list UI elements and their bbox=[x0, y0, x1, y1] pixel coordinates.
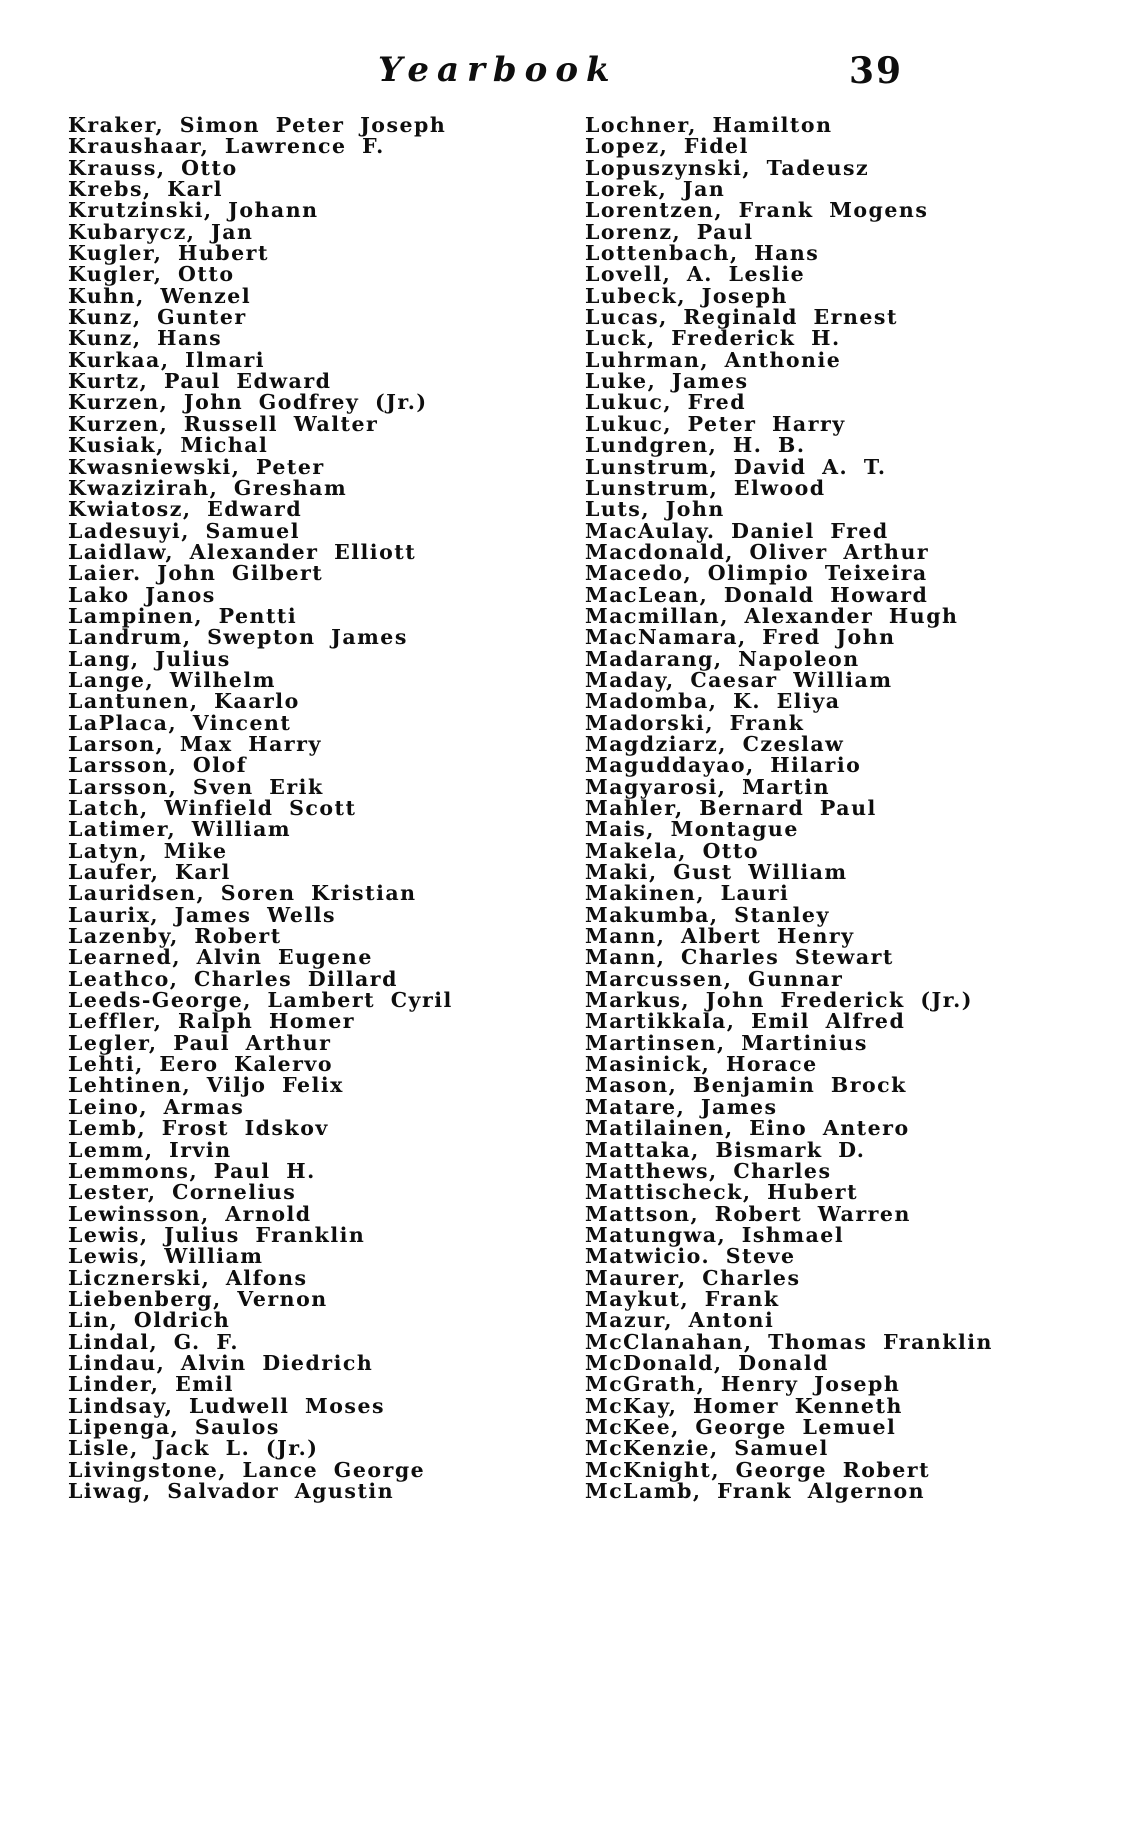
name-entry: Maurer, Charles bbox=[585, 1265, 801, 1290]
name-entry: Lovell, A. Leslie bbox=[585, 262, 806, 287]
name-entry: Mann, Albert Henry bbox=[585, 924, 855, 949]
name-entry: Maykut, Frank bbox=[585, 1286, 780, 1311]
name-entry: Kunz, Hans bbox=[68, 326, 223, 351]
name-entry: Matthews, Charles bbox=[585, 1158, 832, 1183]
name-entry: Lehtinen, Viljo Felix bbox=[68, 1073, 344, 1098]
name-entry: Markus, John Frederick (Jr.) bbox=[585, 988, 973, 1013]
name-entry: Lemm, Irvin bbox=[68, 1137, 232, 1162]
name-entry: Leeds-George, Lambert Cyril bbox=[68, 988, 453, 1013]
name-entry: McLamb, Frank Algernon bbox=[585, 1479, 926, 1503]
name-entry: Kwasniewski, Peter bbox=[68, 454, 325, 479]
name-entry: Leffler, Ralph Homer bbox=[68, 1009, 356, 1034]
name-entry: Lewis, Julius Franklin bbox=[68, 1222, 366, 1247]
name-entry: Leino, Armas bbox=[68, 1094, 245, 1119]
name-entry: Mann, Charles Stewart bbox=[585, 945, 894, 970]
name-entry: Lemmons, Paul H. bbox=[68, 1158, 316, 1183]
name-entry: Matungwa, Ishmael bbox=[585, 1222, 845, 1247]
page-title: Yearbook bbox=[378, 50, 618, 90]
name-entry: Madomba, K. Eliya bbox=[585, 689, 841, 714]
name-entry: Mahler, Bernard Paul bbox=[585, 796, 877, 820]
name-entry: Masinick, Horace bbox=[585, 1052, 818, 1077]
name-list-right bbox=[585, 115, 993, 1502]
name-entry: Macmillan, Alexander Hugh bbox=[585, 603, 959, 628]
name-entry: Lottenbach, Hans bbox=[585, 241, 820, 266]
name-entry: Lindau, Alvin Diedrich bbox=[68, 1350, 374, 1375]
name-entry: Laier. John Gilbert bbox=[68, 561, 324, 586]
name-entry: Magdziarz, Czeslaw bbox=[585, 731, 845, 756]
name-entry: Lundgren, H. B. bbox=[585, 433, 806, 458]
name-entry: Lin, Oldrich bbox=[68, 1308, 231, 1333]
name-entry: Leathco, Charles Dillard bbox=[68, 966, 398, 991]
name-entry: Matwicio. Steve bbox=[585, 1244, 796, 1269]
name-entry: Lindal, G. F. bbox=[68, 1329, 239, 1354]
name-entry: Kusiak, Michal bbox=[68, 433, 269, 458]
name-entry: Maguddayao, Hilario bbox=[585, 753, 862, 778]
name-entry: Lipenga, Saulos bbox=[68, 1414, 280, 1439]
name-entry: Lochner, Hamilton bbox=[585, 113, 833, 137]
name-entry: Lubeck, Joseph bbox=[585, 283, 788, 308]
name-entry: Mattischeck, Hubert bbox=[585, 1180, 859, 1205]
name-entry: McClanahan, Thomas Franklin bbox=[585, 1329, 993, 1354]
name-entry: Kwiatosz, Edward bbox=[68, 497, 303, 522]
name-entry: Lukuc, Fred bbox=[585, 390, 747, 415]
name-entry: Licznerski, Alfons bbox=[68, 1265, 308, 1290]
name-entry: Kuhn, Wenzel bbox=[68, 283, 252, 308]
name-entry: Larsson, Sven Erik bbox=[68, 774, 324, 799]
name-entry: Kunz, Gunter bbox=[68, 305, 247, 330]
name-entry: Martikkala, Emil Alfred bbox=[585, 1009, 906, 1034]
name-entry: Kurzen, Russell Walter bbox=[68, 411, 379, 436]
name-entry: Lorenz, Paul bbox=[585, 219, 754, 244]
name-entry: Lunstrum, Elwood bbox=[585, 475, 826, 500]
name-entry: Makela, Otto bbox=[585, 838, 760, 863]
name-entry: Kurkaa, Ilmari bbox=[68, 347, 266, 372]
name-entry: Livingstone, Lance George bbox=[68, 1457, 426, 1482]
name-entry: Maday, Caesar William bbox=[585, 667, 893, 692]
name-entry: McGrath, Henry Joseph bbox=[585, 1372, 901, 1397]
name-list-left bbox=[68, 115, 453, 1502]
name-entry: Lang, Julius bbox=[68, 646, 231, 671]
name-entry: Lopez, Fidel bbox=[585, 134, 749, 159]
name-entry: Lewinsson, Arnold bbox=[68, 1201, 312, 1226]
name-entry: Kurzen, John Godfrey (Jr.) bbox=[68, 390, 428, 415]
name-entry: McKee, George Lemuel bbox=[585, 1414, 897, 1439]
name-entry: Kubarycz, Jan bbox=[68, 219, 254, 244]
name-entry: Lehti, Eero Kalervo bbox=[68, 1052, 333, 1077]
name-entry: Laufer, Karl bbox=[68, 860, 231, 885]
name-entry: Kraushaar, Lawrence F. bbox=[68, 134, 385, 159]
name-entry: Legler, Paul Arthur bbox=[68, 1030, 332, 1055]
name-entry: Kurtz, Paul Edward bbox=[68, 369, 332, 394]
name-entry: Luck, Frederick H. bbox=[585, 326, 841, 351]
name-entry: MacAulay. Daniel Fred bbox=[585, 518, 889, 543]
name-entry: McDonald, Donald bbox=[585, 1350, 829, 1375]
name-entry: Luhrman, Anthonie bbox=[585, 347, 842, 372]
name-entry: Latimer, William bbox=[68, 817, 292, 842]
name-entry: Matilainen, Eino Antero bbox=[585, 1116, 910, 1141]
name-entry: Lako Janos bbox=[68, 582, 216, 607]
name-entry: Mattson, Robert Warren bbox=[585, 1201, 911, 1226]
name-entry: Laidlaw, Alexander Elliott bbox=[68, 539, 417, 564]
name-entry: Lantunen, Kaarlo bbox=[68, 689, 300, 714]
name-entry: Magyarosi, Martin bbox=[585, 774, 831, 799]
name-entry: Lucas, Reginald Ernest bbox=[585, 305, 898, 330]
name-entry: Larsson, Olof bbox=[68, 753, 248, 778]
name-entry: Madarang, Napoleon bbox=[585, 646, 860, 671]
name-entry: Linder, Emil bbox=[68, 1372, 234, 1397]
name-entry: Mazur, Antoni bbox=[585, 1308, 775, 1333]
name-entry: McKay, Homer Kenneth bbox=[585, 1393, 903, 1418]
name-entry: Lukuc, Peter Harry bbox=[585, 411, 846, 436]
name-entry: Lauridsen, Soren Kristian bbox=[68, 881, 417, 906]
name-entry: Liebenberg, Vernon bbox=[68, 1286, 328, 1311]
name-entry: Madorski, Frank bbox=[585, 710, 805, 735]
name-entry: Lester, Cornelius bbox=[68, 1180, 297, 1205]
name-entry: Martinsen, Martinius bbox=[585, 1030, 868, 1055]
name-entry: Mais, Montague bbox=[585, 817, 799, 842]
name-entry: Lange, Wilhelm bbox=[68, 667, 276, 692]
name-entry: Lazenby, Robert bbox=[68, 924, 282, 949]
name-entry: Kraker, Simon Peter Joseph bbox=[68, 113, 447, 137]
name-entry: Macdonald, Oliver Arthur bbox=[585, 539, 930, 564]
name-entry: Krauss, Otto bbox=[68, 155, 238, 180]
name-entry: MacLean, Donald Howard bbox=[585, 582, 929, 607]
name-entry: Lindsay, Ludwell Moses bbox=[68, 1393, 386, 1418]
name-entry: Ladesuyi, Samuel bbox=[68, 518, 301, 543]
name-entry: Makinen, Lauri bbox=[585, 881, 790, 906]
name-entry: Makumba, Stanley bbox=[585, 902, 830, 927]
name-entry: Krebs, Karl bbox=[68, 177, 223, 202]
name-entry: Maki, Gust William bbox=[585, 860, 848, 885]
page-number: 39 bbox=[849, 50, 904, 92]
name-entry: Kwazizirah, Gresham bbox=[68, 475, 348, 500]
name-entry: Lorek, Jan bbox=[585, 177, 726, 202]
name-entry: Macedo, Olimpio Teixeira bbox=[585, 561, 928, 586]
name-entry: Marcussen, Gunnar bbox=[585, 966, 844, 991]
name-entry: McKenzie, Samuel bbox=[585, 1436, 829, 1461]
name-entry: Larson, Max Harry bbox=[68, 731, 322, 756]
name-entry: Lisle, Jack L. (Jr.) bbox=[68, 1436, 319, 1461]
name-entry: Lorentzen, Frank Mogens bbox=[585, 198, 929, 223]
name-entry: Latch, Winfield Scott bbox=[68, 796, 357, 820]
name-entry: Luts, John bbox=[585, 497, 725, 522]
name-entry: Lunstrum, David A. T. bbox=[585, 454, 887, 479]
name-entry: McKnight, George Robert bbox=[585, 1457, 931, 1482]
name-entry: Luke, James bbox=[585, 369, 749, 394]
name-entry: Lemb, Frost Idskov bbox=[68, 1116, 329, 1141]
name-entry: Mattaka, Bismark D. bbox=[585, 1137, 866, 1162]
name-entry: Latyn, Mike bbox=[68, 838, 228, 863]
name-entry: Lewis, William bbox=[68, 1244, 264, 1269]
name-entry: Laurix, James Wells bbox=[68, 902, 337, 927]
name-entry: Learned, Alvin Eugene bbox=[68, 945, 373, 970]
name-entry: Matare, James bbox=[585, 1094, 778, 1119]
name-entry: Lampinen, Pentti bbox=[68, 603, 298, 628]
name-entry: LaPlaca, Vincent bbox=[68, 710, 292, 735]
name-entry: MacNamara, Fred John bbox=[585, 625, 896, 650]
name-entry: Landrum, Swepton James bbox=[68, 625, 408, 650]
name-entry: Liwag, Salvador Agustin bbox=[68, 1479, 395, 1503]
name-entry: Kugler, Hubert bbox=[68, 241, 269, 266]
name-entry: Kugler, Otto bbox=[68, 262, 235, 287]
name-entry: Krutzinski, Johann bbox=[68, 198, 319, 223]
name-entry: Mason, Benjamin Brock bbox=[585, 1073, 907, 1098]
name-entry: Lopuszynski, Tadeusz bbox=[585, 155, 870, 180]
